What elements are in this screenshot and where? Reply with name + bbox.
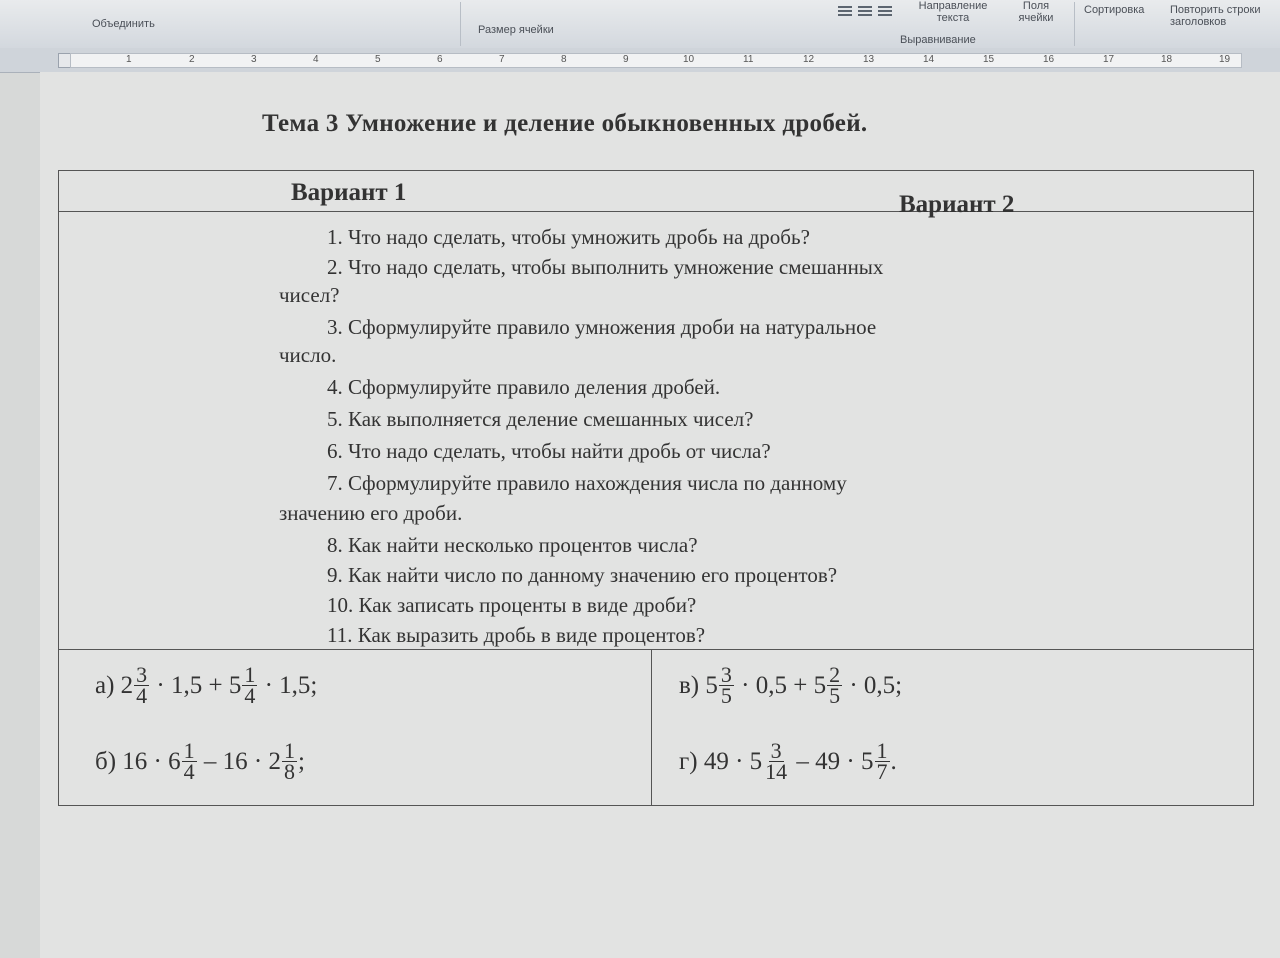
merge-cells-button[interactable]: Объединить: [92, 18, 155, 30]
whole-part: 2: [120, 671, 134, 699]
numerator: 3: [720, 662, 732, 687]
expression-part: · 0,5 + 5: [734, 671, 827, 699]
task-label: б): [95, 747, 117, 775]
question-text: Что надо сделать, чтобы найти дробь от числа?: [348, 439, 771, 463]
question-3: [279, 315, 877, 367]
task-v: [679, 662, 903, 708]
question-number: 1.: [327, 225, 343, 249]
question-text: Как выразить дробь в виде процентов?: [357, 623, 706, 647]
whole-part: 5: [705, 671, 718, 699]
table-column-divider: [651, 649, 652, 805]
numerator: 2: [829, 662, 841, 687]
question-text: Сформулируйте правило деления дробей.: [348, 375, 721, 399]
align-right-icon[interactable]: [878, 6, 892, 18]
question-5: [279, 407, 753, 432]
ruler-number: 8: [561, 54, 567, 65]
ruler-number: 2: [189, 54, 195, 65]
question-text-continued: значению его дроби.: [279, 501, 463, 525]
question-number: 11.: [327, 623, 353, 647]
denominator: 5: [720, 683, 732, 708]
ruler-number: 9: [623, 54, 629, 65]
ruler-number: 16: [1043, 54, 1055, 65]
question-number: 9.: [327, 563, 343, 587]
question-4: [279, 375, 720, 400]
task-label: в): [679, 671, 700, 699]
question-number: 2.: [327, 255, 343, 279]
numerator: 1: [183, 738, 195, 763]
question-text: Сформулируйте правило нахождения числа по данному: [348, 471, 847, 495]
ruler-number: 3: [251, 54, 257, 65]
question-2: [279, 255, 884, 307]
question-9: [279, 563, 837, 588]
ruler-number: 7: [499, 54, 505, 65]
question-1: [279, 225, 810, 250]
denominator: 4: [244, 683, 256, 708]
denominator: 5: [829, 683, 841, 708]
repeat-header-rows-button[interactable]: Повторить строки заголовков: [1170, 4, 1261, 28]
question-text-continued: чисел?: [279, 283, 340, 307]
question-10: [279, 593, 696, 618]
cell-size-group-label: Размер ячейки: [478, 24, 554, 36]
ruler-number: 14: [923, 54, 935, 65]
variants-table[interactable]: [58, 170, 1254, 806]
question-8: [279, 533, 698, 558]
question-text: Что надо сделать, чтобы умножить дробь на дробь?: [348, 225, 810, 249]
ruler-number: 6: [437, 54, 443, 65]
expression-part: – 49 · 5: [790, 747, 874, 775]
question-text: Как выполняется деление смешанных чисел?: [348, 407, 754, 431]
ruler-number: 1: [126, 54, 132, 65]
ribbon: [0, 0, 1280, 49]
ruler-number: 18: [1161, 54, 1173, 65]
expression-part: .: [890, 747, 897, 775]
ribbon-separator: [1074, 2, 1075, 46]
denominator: 8: [283, 759, 295, 784]
question-number: 7.: [327, 471, 343, 495]
task-a: [95, 662, 318, 708]
denominator: 14: [765, 759, 788, 784]
question-text: Сформулируйте правило умножения дроби на натуральное: [348, 315, 877, 339]
sort-button[interactable]: Сортировка: [1084, 4, 1145, 16]
question-text: Что надо сделать, чтобы выполнить умножение смешанных: [348, 255, 884, 279]
ruler-number: 15: [983, 54, 995, 65]
task-b: [95, 738, 305, 784]
table-row-divider: [59, 211, 1253, 212]
question-number: 8.: [327, 533, 343, 557]
numerator: 1: [244, 662, 256, 687]
numerator: 3: [136, 662, 148, 687]
document-title: Тема 3 Умножение и деление обыкновенных дробей.: [262, 110, 868, 137]
question-text: Как найти число по данному значению его процентов?: [348, 563, 838, 587]
question-text: Как найти несколько процентов числа?: [348, 533, 698, 557]
fraction: [763, 738, 789, 784]
alignment-group-label: Выравнивание: [900, 34, 976, 46]
question-number: 10.: [327, 593, 354, 617]
numerator: 3: [770, 738, 782, 763]
expression-part: 49 · 5: [697, 747, 763, 775]
ruler-number: 4: [313, 54, 319, 65]
question-number: 5.: [327, 407, 343, 431]
question-number: 3.: [327, 315, 343, 339]
align-center-icon[interactable]: [858, 6, 872, 18]
horizontal-ruler[interactable]: [0, 48, 1280, 73]
question-text-continued: число.: [279, 343, 337, 367]
fraction: [282, 738, 297, 784]
denominator: 4: [183, 759, 195, 784]
fraction: [827, 662, 842, 708]
ruler-track[interactable]: [70, 53, 1242, 68]
expression-part: ;: [297, 747, 305, 775]
task-label: а): [95, 671, 115, 699]
ruler-number: 13: [863, 54, 875, 65]
ruler-number: 10: [683, 54, 695, 65]
numerator: 1: [876, 738, 888, 763]
expression-part: – 16 · 2: [197, 747, 281, 775]
ruler-number: 17: [1103, 54, 1115, 65]
expression-part: · 1,5;: [258, 671, 318, 699]
fraction: [182, 738, 197, 784]
denominator: 4: [136, 683, 148, 708]
question-number: 4.: [327, 375, 343, 399]
expression-part: · 1,5 + 5: [150, 671, 242, 699]
ruler-number: 12: [803, 54, 815, 65]
question-number: 6.: [327, 439, 343, 463]
question-11: [279, 623, 705, 648]
table-row-divider: [59, 649, 1253, 650]
align-left-icon[interactable]: [838, 6, 852, 18]
fraction: [242, 662, 257, 708]
denominator: 7: [876, 759, 888, 784]
expression-part: 16 · 6: [116, 747, 181, 775]
question-text: Как записать проценты в виде дроби?: [358, 593, 697, 617]
ruler-number: 11: [743, 54, 754, 65]
question-6: [279, 439, 771, 464]
task-g: [679, 738, 897, 784]
ribbon-separator: [460, 2, 461, 46]
task-label: г): [679, 747, 698, 775]
fraction: [719, 662, 734, 708]
ruler-number: 5: [375, 54, 381, 65]
numerator: 1: [283, 738, 295, 763]
expression-part: · 0,5;: [843, 671, 903, 699]
question-7: [279, 471, 847, 525]
cell-margins-button[interactable]: Поля ячейки: [1018, 0, 1054, 24]
ruler-number: 19: [1219, 54, 1231, 65]
fraction: [134, 662, 149, 708]
text-direction-button[interactable]: Направление текста: [918, 0, 988, 24]
variant-2-heading: Вариант 2: [899, 191, 1015, 218]
fraction: [875, 738, 890, 784]
variant-1-heading: Вариант 1: [291, 179, 407, 206]
